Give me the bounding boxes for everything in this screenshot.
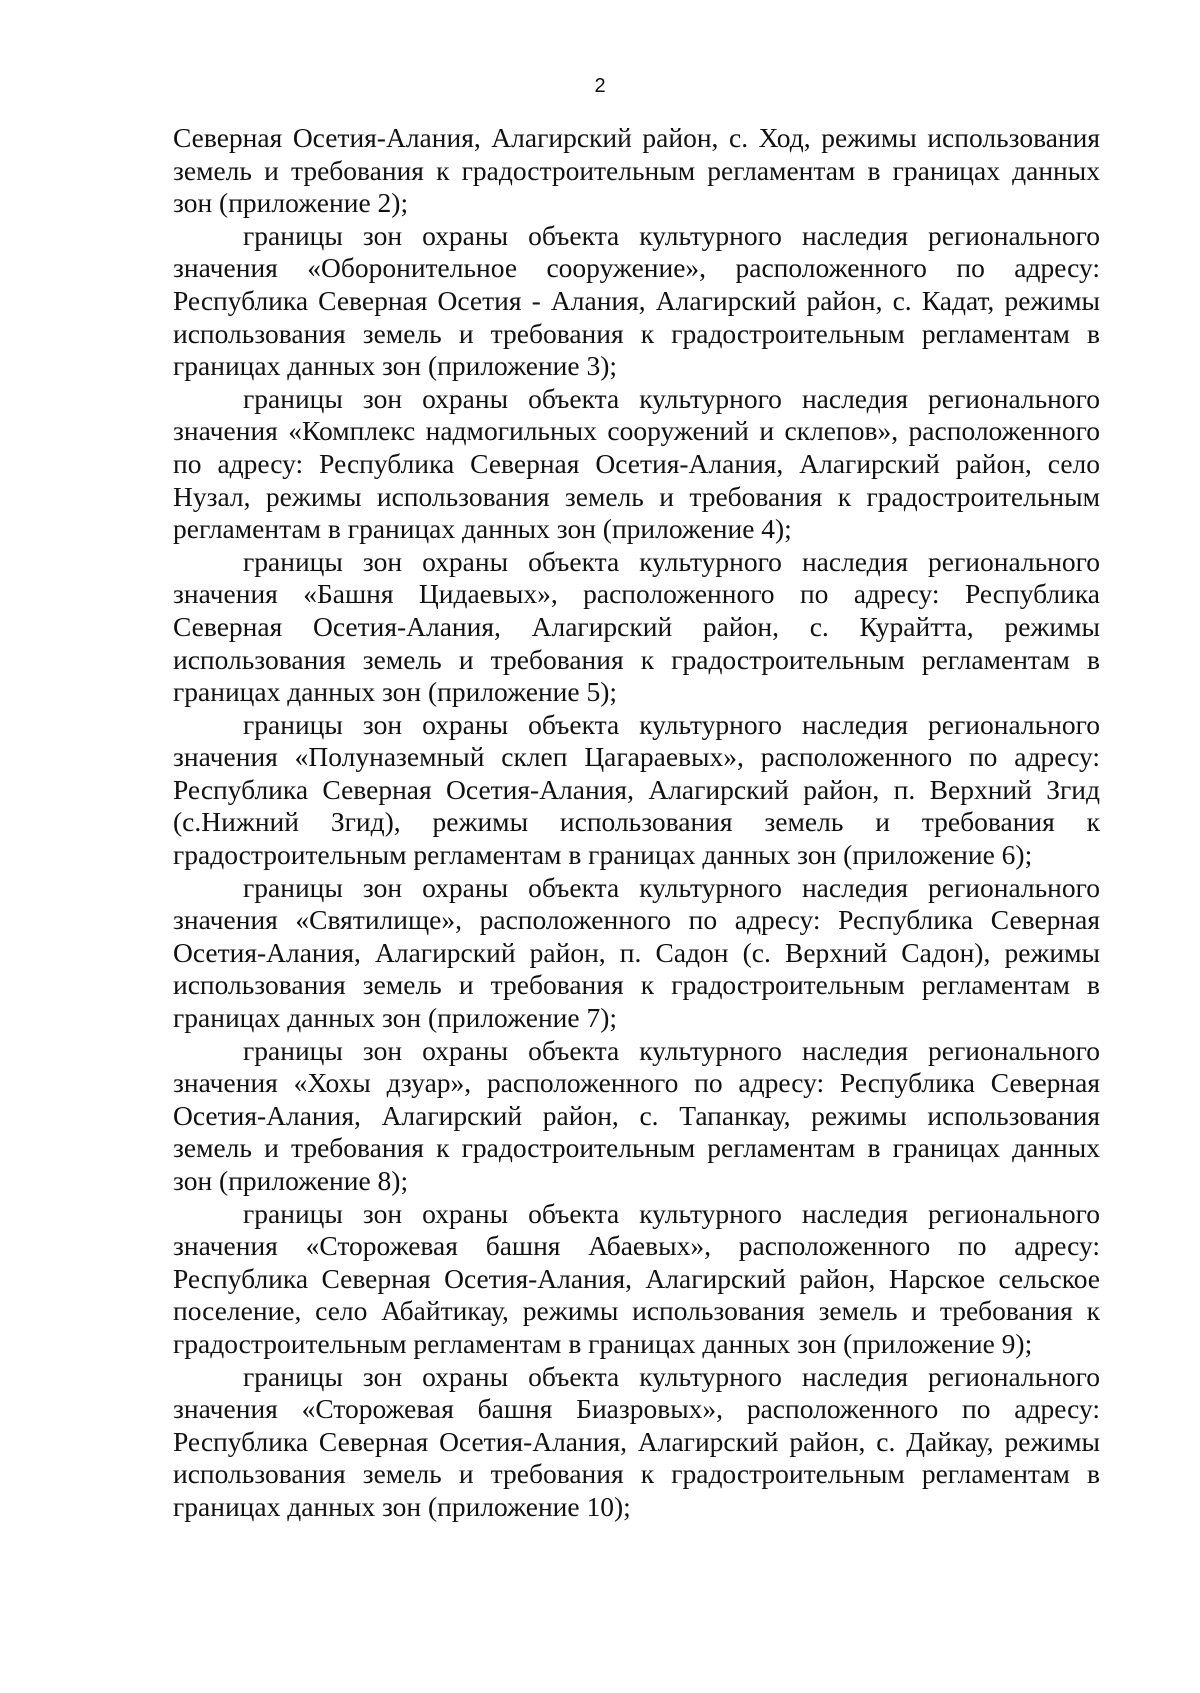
- paragraph-appendix-7: границы зон охраны объекта культурного наследия регионального значения «Святилище», расположенного по адресу: Республика Северная Осетия-Алания, Алагирский район, п. Садон (с. Верхний Садон), режимы использования земель и требования к градостроительным регламентам в границах данных зон (приложение 7);: [173, 871, 1100, 1034]
- paragraph-appendix-10: границы зон охраны объекта культурного наследия регионального значения «Сторожевая башня Биазровых», расположенного по адресу: Республика Северная Осетия-Алания, Алагирский район, с. Дайкау, режимы использования земель и требования к градостроительным регламентам в границах данных зон (приложение 10);: [173, 1360, 1100, 1522]
- document-body: [173, 122, 1100, 1524]
- paragraph-appendix-8: границы зон охраны объекта культурного наследия регионального значения «Хохы дзуар», расположенного по адресу: Республика Северная Осетия-Алания, Алагирский район, с. Тапанкау, режимы использования земель и требования к градостроительным регламентам в границах данных зон (приложение 8);: [173, 1034, 1100, 1196]
- paragraph-continuation-appendix-2: Северная Осетия-Алания, Алагирский район, с. Ход, режимы использования земель и требования к градостроительным регламентам в границах данных зон (приложение 2);: [173, 122, 1100, 219]
- paragraph-appendix-9: границы зон охраны объекта культурного наследия регионального значения «Сторожевая башня Абаевых», расположенного по адресу: Республика Северная Осетия-Алания, Алагирский район, Нарское сельское поселение, село Абайтикау, режимы использования земель и требования к градостроительным регламентам в границах данных зон (приложение 9);: [173, 1197, 1100, 1359]
- paragraph-appendix-6: границы зон охраны объекта культурного наследия регионального значения «Полуназемный склеп Цагараевых», расположенного по адресу: Республика Северная Осетия-Алания, Алагирский район, п. Верхний Згид (с.Нижний Згид), режимы использования земель и требования к градостроительным регламентам в границах данных зон (приложение 6);: [173, 708, 1100, 871]
- paragraph-appendix-4: границы зон охраны объекта культурного наследия регионального значения «Комплекс надмогильных сооружений и склепов», расположенного по адресу: Республика Северная Осетия-Алания, Алагирский район, село Нузал, режимы использования земель и требования к градостроительным регламентам в границах данных зон (приложение 4);: [173, 382, 1100, 545]
- paragraph-appendix-5: границы зон охраны объекта культурного наследия регионального значения «Башня Цидаевых», расположенного по адресу: Республика Северная Осетия-Алания, Алагирский район, с. Курайтта, режимы использования земель и требования к градостроительным регламентам в границах данных зон (приложение 5);: [173, 545, 1100, 708]
- paragraph-appendix-3: границы зон охраны объекта культурного наследия регионального значения «Оборонительное сооружение», расположенного по адресу: Республика Северная Осетия - Алания, Алагирский район, с. Кадат, режимы использования земель и требования к градостроительным регламентам в границах данных зон (приложение 3);: [173, 219, 1100, 382]
- page-number: 2: [594, 75, 606, 97]
